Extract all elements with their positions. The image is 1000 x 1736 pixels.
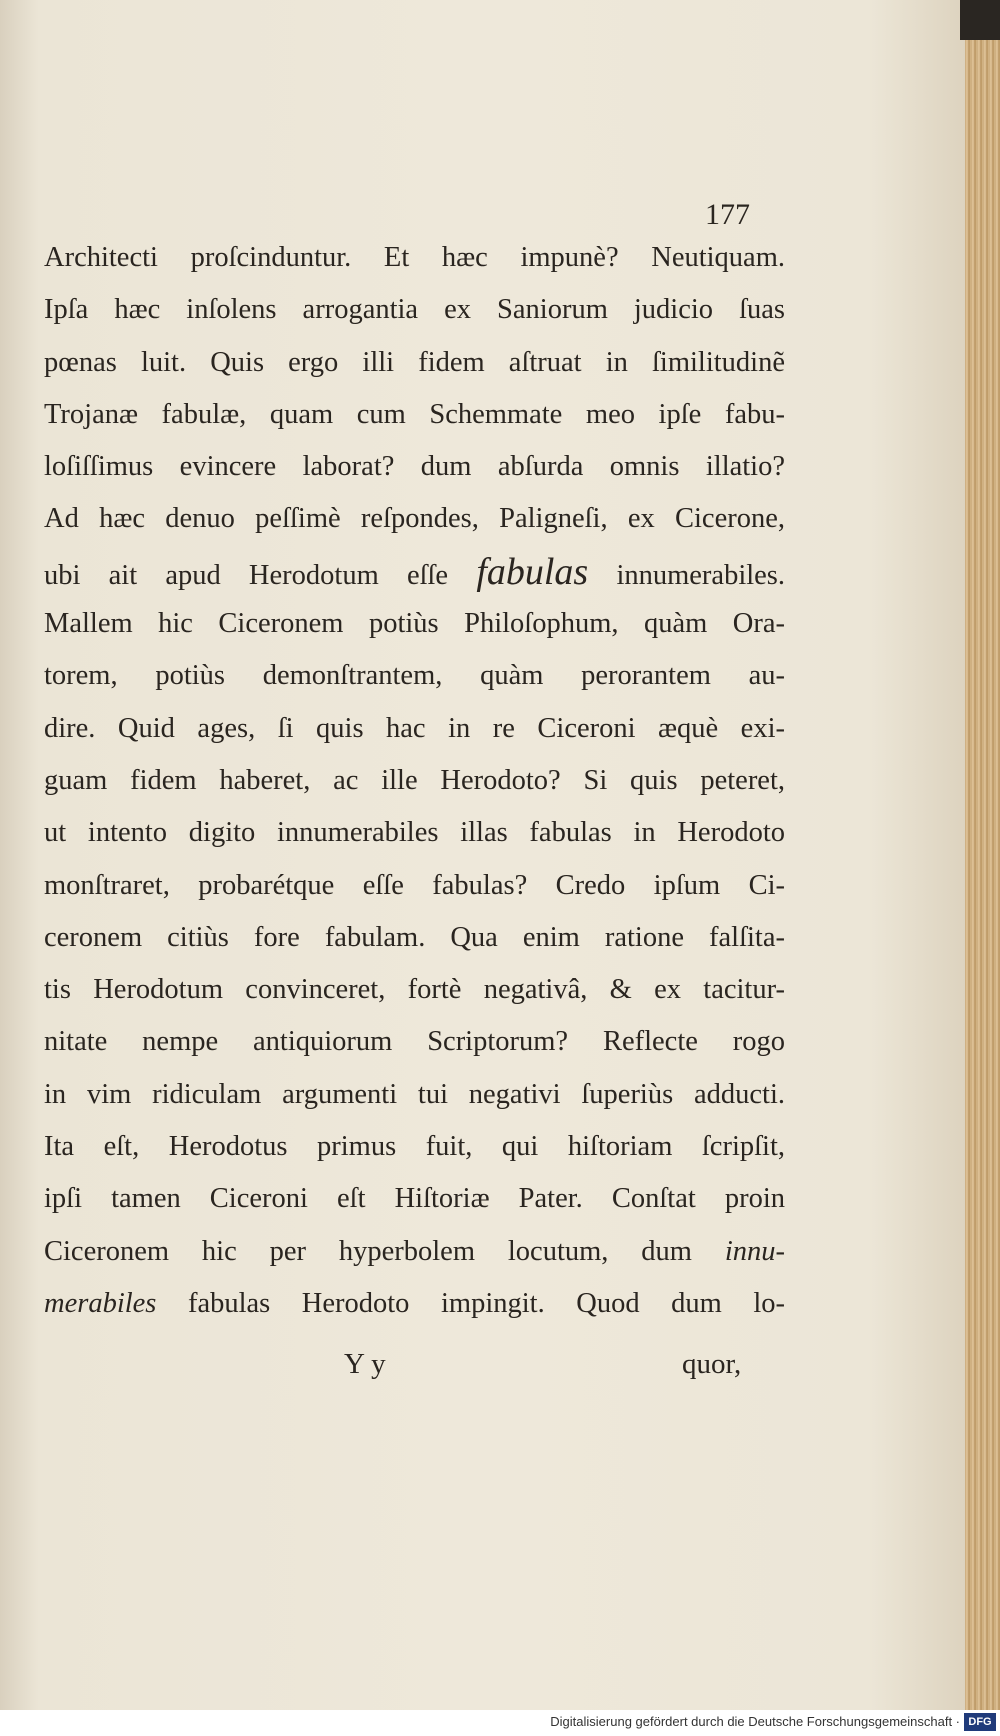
- text-run: ubi ait apud Herodotum eſſe: [44, 559, 449, 591]
- text-line: nitate nempe antiquiorum Scriptorum? Reflecte rogo: [44, 1026, 785, 1058]
- text-line: monſtraret, probarétque eſſe fabulas? Credo ipſum Ci-: [44, 869, 785, 901]
- text-line: pœnas luit. Quis ergo illi fidem aſtruat in ſimilitudinẽ: [44, 346, 785, 378]
- text-line: guam fidem haberet, ac ille Herodoto? Si quis peteret,: [44, 764, 785, 796]
- text-line: dire. Quid ages, ſi quis hac in re Ciceroni æquè exi-: [44, 712, 785, 744]
- signature-mark: Y y: [344, 1348, 386, 1380]
- text-run: Ciceronem hic per hyperbolem locutum, dum: [44, 1235, 692, 1267]
- text-line: [44, 1278, 785, 1330]
- italic-text: merabiles: [44, 1287, 157, 1319]
- text-line: ceronem citiùs fore fabulam. Qua enim ratione falſita-: [44, 921, 785, 953]
- text-run: fabulas Herodoto impingit. Quod dum lo-: [187, 1287, 785, 1319]
- text-line: in vim ridiculam argumenti tui negativi ſuperiùs adducti.: [44, 1078, 785, 1110]
- text-line: Trojanæ fabulæ, quam cum Schemmate meo ipſe fabu-: [44, 398, 785, 430]
- text-line: Ad hæc denuo peſſimè reſpondes, Paligneſi, ex Cicerone,: [44, 503, 785, 535]
- footer-credit: Digitalisierung gefördert durch die Deutsche Forschungsgemeinschaft ·: [550, 1714, 960, 1729]
- page-edge-shadow: [960, 0, 1000, 40]
- text-line: Ipſa hæc inſolens arrogantia ex Saniorum judicio ſuas: [44, 294, 785, 326]
- text-line: [44, 546, 785, 598]
- text-line: loſiſſimus evincere laborat? dum abſurda omnis illatio?: [44, 451, 785, 483]
- text-line: Architecti proſcinduntur. Et hæc impunè? Neutiquam.: [44, 242, 785, 273]
- dfg-logo: DFG: [964, 1713, 996, 1731]
- digitization-footer: [0, 1710, 1000, 1736]
- page-number: 177: [705, 198, 750, 231]
- page-edges: [965, 0, 1000, 1736]
- catchword: quor,: [682, 1348, 742, 1380]
- italic-text: fabulas: [476, 550, 589, 593]
- text-line: Ita eſt, Herodotus primus fuit, qui hiſtoriam ſcripſit,: [44, 1131, 785, 1163]
- body-text: [44, 232, 785, 1330]
- text-line: Mallem hic Ciceronem potiùs Philoſophum, quàm Ora-: [44, 608, 785, 640]
- text-line: ut intento digito innumerabiles illas fabulas in Herodoto: [44, 817, 785, 849]
- text-line: torem, potiùs demonſtrantem, quàm perorantem au-: [44, 660, 785, 692]
- text-line: tis Herodotum convinceret, fortè negativâ, & ex tacitur-: [44, 974, 785, 1006]
- text-line: [44, 1226, 785, 1278]
- italic-text: innu-: [724, 1235, 785, 1267]
- text-run: innumerabiles.: [616, 559, 786, 591]
- text-line: ipſi tamen Ciceroni eſt Hiſtoriæ Pater. Conſtat proin: [44, 1183, 785, 1215]
